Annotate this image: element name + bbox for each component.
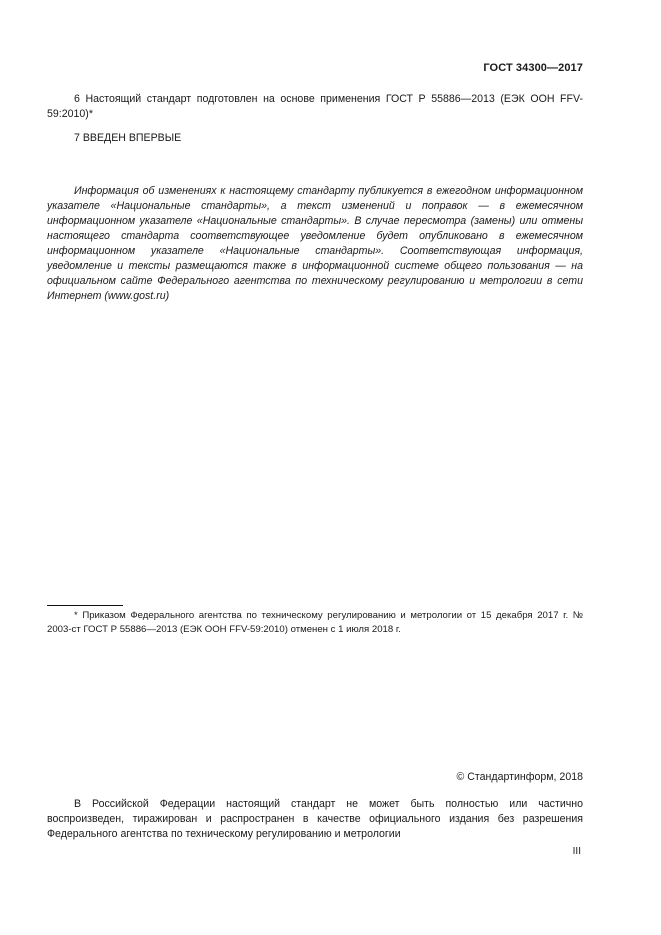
- rights-notice: [47, 797, 583, 842]
- footnote-separator: [47, 605, 123, 606]
- clause-7-text: 7 ВВЕДЕН ВПЕРВЫЕ: [74, 132, 182, 144]
- clause-6: [47, 92, 583, 122]
- page-number: III: [572, 846, 581, 857]
- amendments-info-notice: [47, 184, 583, 304]
- clause-6-text: 6 Настоящий стандарт подготовлен на основе применения ГОСТ Р 55886—2013 (ЕЭК ООН FFV-59:2010)*: [47, 93, 583, 120]
- rights-notice-text: В Российской Федерации настоящий стандарт не может быть полностью или частично воспроизведен, тиражирован и распространен в качестве официального издания без разрешения Федерального агентства по техническому регулированию и метрологии: [47, 798, 583, 840]
- document-code-header: ГОСТ 34300—2017: [483, 62, 583, 74]
- amendments-info-text: Информация об изменениях к настоящему стандарту публикуется в ежегодном информационном указателе «Национальные стандарты», а текст изменений и поправок — в ежемесячном информационном указателе «Национальные стандарты». В случае пересмотра (замены) или отмены настоящего стандарта соответствующее уведомление будет опубликовано в ежемесячном информационном указателе «Национальные стандарты». Соответствующая информация, уведомление и тексты размещаются также в информационной системе общего пользования — на официальном сайте Федерального агентства по техническому регулированию и метрологии в сети Интернет (www.gost.ru): [47, 185, 583, 302]
- footnote: [47, 609, 583, 637]
- footnote-text: * Приказом Федерального агентства по техническому регулированию и метрологии от 15 декабря 2017 г. № 2003-ст ГОСТ Р 55886—2013 (ЕЭК ООН FFV-59:2010) отменен с 1 июля 2018 г.: [47, 610, 583, 635]
- clause-7: [47, 131, 583, 146]
- copyright-line: © Стандартинформ, 2018: [456, 771, 583, 783]
